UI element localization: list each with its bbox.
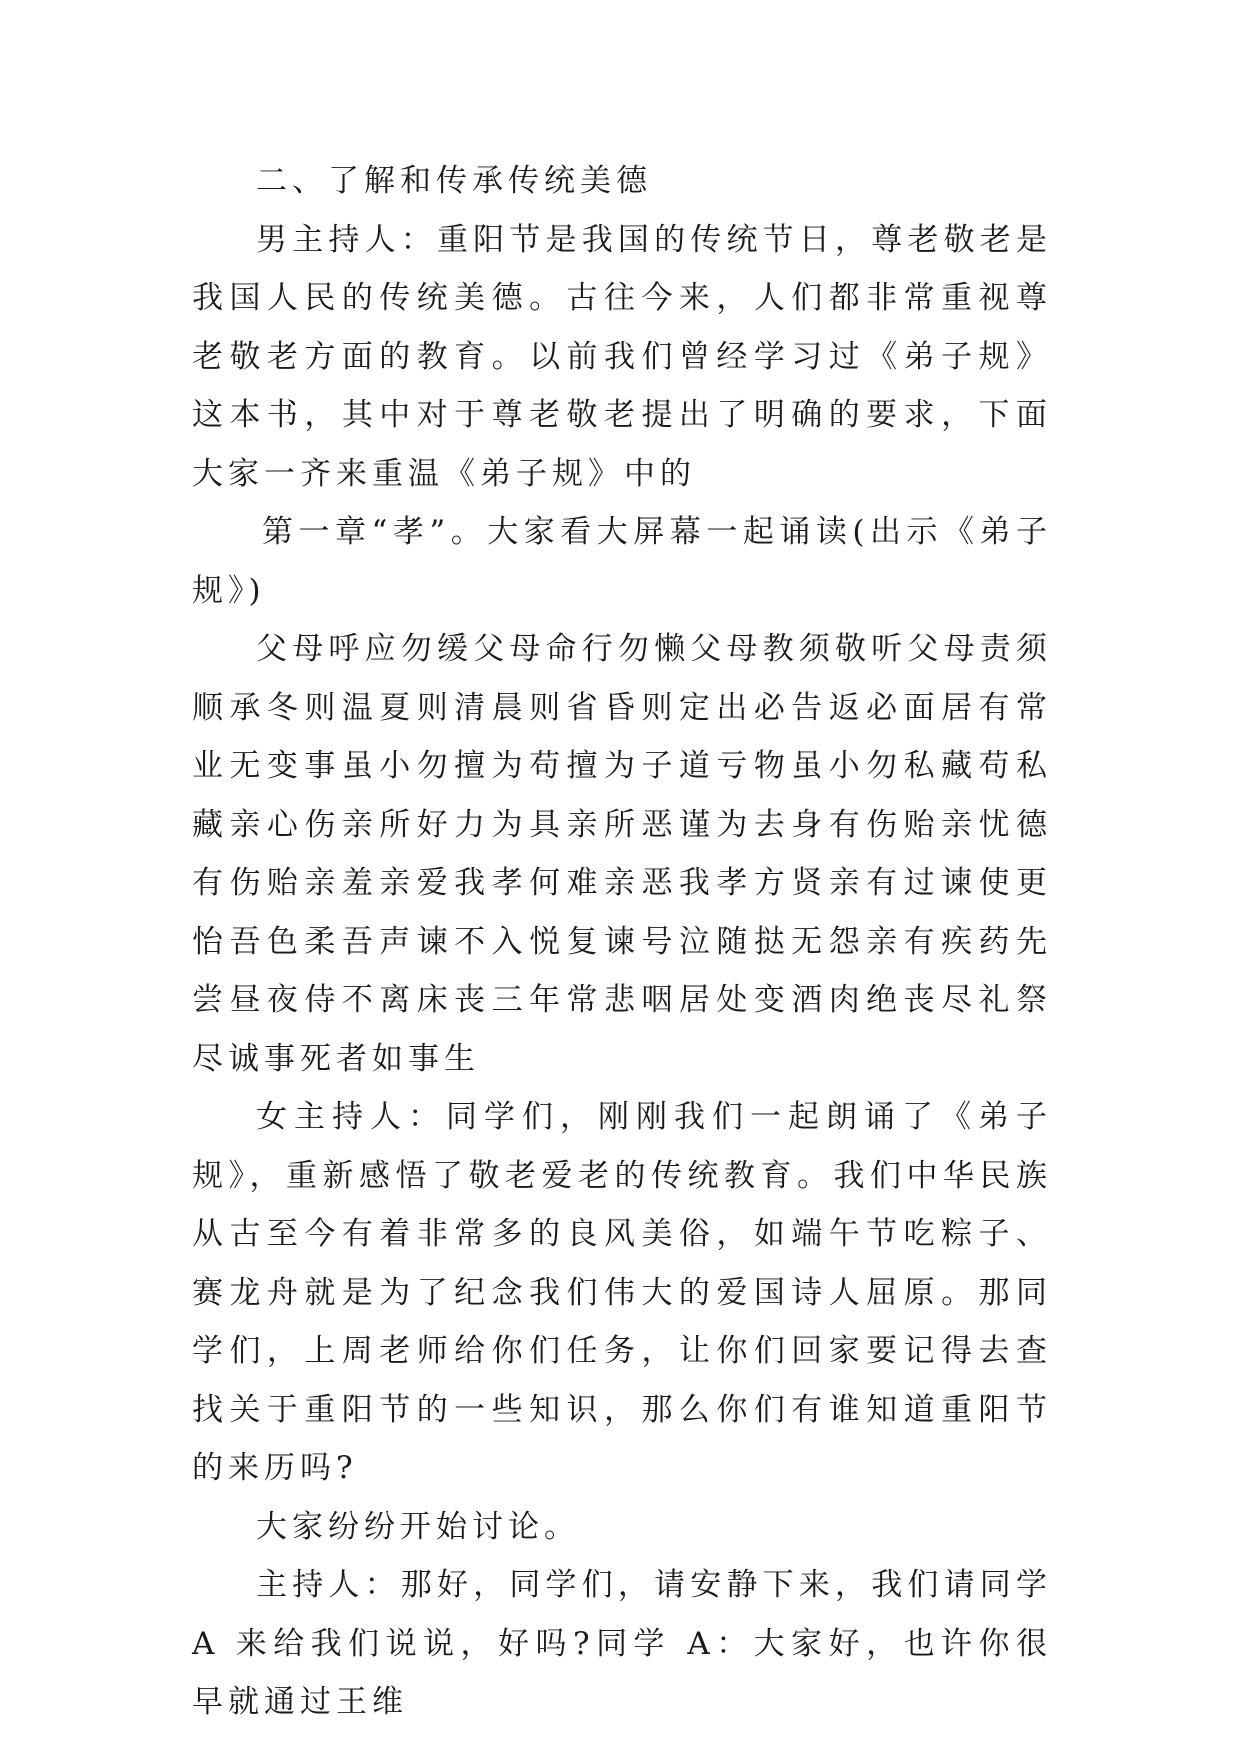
paragraph-female-host: 女主持人：同学们，刚刚我们一起朗诵了《弟子规》，重新感悟了敬老爱老的传统教育。我们中华民族从古至今有着非常多的良风美俗，如端午节吃粽子、赛龙舟就是为了纪念我们伟大的爱国诗人屈原。那同学们，上周老师给你们任务，让你们回家要记得去查找关于重阳节的一些知识，那么你们有谁知道重阳节的来历吗? [192, 1099, 1052, 1486]
section-heading: 二、了解和传承传统美德 [256, 163, 652, 199]
document-body [192, 152, 1052, 1732]
paragraph-male-host: 男主持人：重阳节是我国的传统节日，尊老敬老是我国人民的传统美德。古往今来，人们都非常重视尊老敬老方面的教育。以前我们曾经学习过《弟子规》这本书，其中对于尊老敬老提出了明确的要求，下面大家一齐来重温《弟子规》中的 [192, 221, 1052, 492]
paragraph-dizigui-text: 父母呼应勿缓父母命行勿懒父母教须敬听父母责须顺承冬则温夏则清晨则省昏则定出必告返必面居有常业无变事虽小勿擅为苟擅为子道亏物虽小勿私藏苟私藏亲心伤亲所好力为具亲所恶谨为去身有伤贻亲忧德有伤贻亲羞亲爱我孝何难亲恶我孝方贤亲有过谏使更怡吾色柔吾声谏不入悦复谏号泣随挞无怨亲有疾药先尝昼夜侍不离床丧三年常悲咽居处变酒肉绝丧尽礼祭尽诚事死者如事生 [192, 631, 1052, 1077]
paragraph-host-student-a: 主持人：那好，同学们，请安静下来，我们请同学 A 来给我们说说，好吗?同学 A：大家好，也许你很早就通过王维 [192, 1567, 1052, 1720]
paragraph-discussion: 大家纷纷开始讨论。 [256, 1508, 580, 1545]
paragraph-chapter-one: 第一章“孝”。大家看大屏幕一起诵读(出示《弟子规》) [192, 514, 1052, 609]
